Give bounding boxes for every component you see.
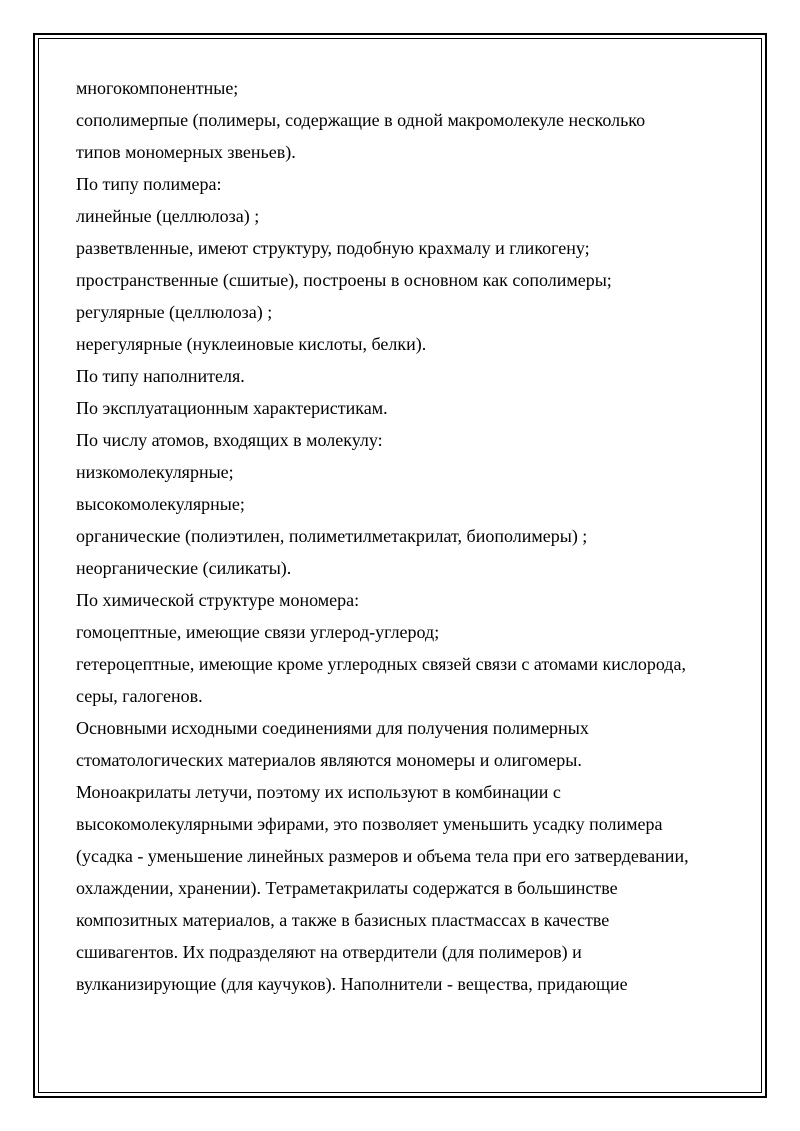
text-line: По эксплуатационным характеристикам. [76,398,388,418]
text-line: серы, галогенов. [76,686,203,706]
text-line: композитных материалов, а также в базисных пластмассах в качестве [76,910,610,930]
text-line: сшивагентов. Их подразделяют на отвердители (для полимеров) и [76,942,582,962]
text-line: вулканизирующие (для каучуков). Наполнители - вещества, придающие [76,974,628,994]
text-line: органические (полиэтилен, полиметилметакрилат, биополимеры) ; [76,526,588,546]
text-line: Моноакрилаты летучи, поэтому их используют в комбинации с [76,782,561,802]
text-line: нерегулярные (нуклеиновые кислоты, белки). [76,334,427,354]
text-line: неорганические (силикаты). [76,558,292,578]
text-line: По химической структуре мономера: [76,590,360,610]
text-line: многокомпонентные; [76,78,239,98]
text-line: гомоцептные, имеющие связи углерод-углерод; [76,622,440,642]
text-line: линейные (целлюлоза) ; [76,206,260,226]
document-body [76,72,736,1000]
text-line: охлаждении, хранении). Тетраметакрилаты содержатся в большинстве [76,878,618,898]
text-line: гетероцептные, имеющие кроме углеродных связей связи с атомами кислорода, [76,654,686,674]
text-line: стоматологических материалов являются мономеры и олигомеры. [76,750,582,770]
text-line: (усадка - уменьшение линейных размеров и объема тела при его затвердевании, [76,846,689,866]
text-line: пространственные (сшитые), построены в основном как сополимеры; [76,270,612,290]
text-line: По числу атомов, входящих в молекулу: [76,430,383,450]
text-line: Основными исходными соединениями для получения полимерных [76,718,589,738]
text-line: По типу наполнителя. [76,366,245,386]
text-line: регулярные (целлюлоза) ; [76,302,273,322]
text-line: По типу полимера: [76,174,222,194]
text-line: типов мономерных звеньев). [76,142,296,162]
text-line: разветвленные, имеют структуру, подобную крахмалу и гликогену; [76,238,590,258]
text-line: сополимерпые (полимеры, содержащие в одной макромолекуле несколько [76,110,646,130]
text-line: высокомолекулярными эфирами, это позволяет уменьшить усадку полимера [76,814,663,834]
text-line: низкомолекулярные; [76,462,234,482]
text-line: высокомолекулярные; [76,494,245,514]
